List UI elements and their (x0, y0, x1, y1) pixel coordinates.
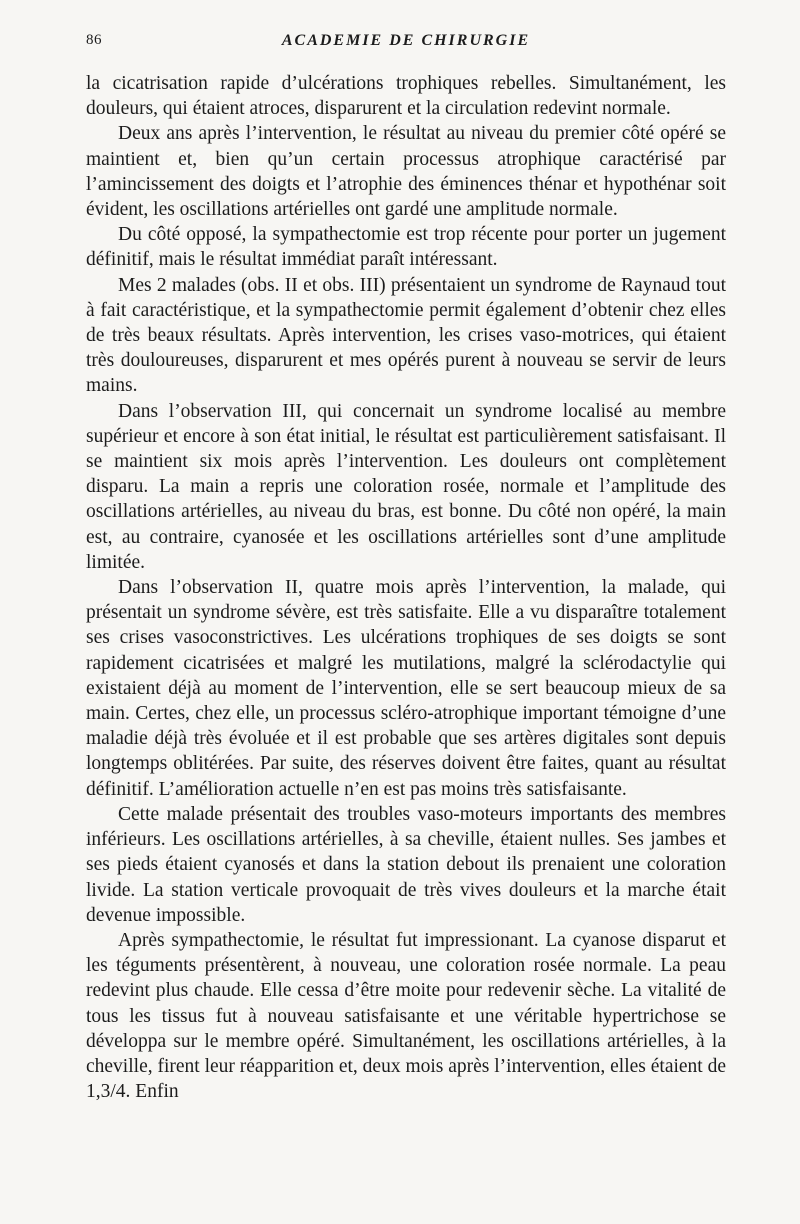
paragraph-6: Dans l’observation II, quatre mois après l’intervention, la malade, qui présentait un syndrome sévère, est très satisfaite. Elle a vu disparaître totalement ses crises vasoconstrictives. Les ulcérations trophiques de ses doigts se sont rapidement cicatrisées et malgré les mutilations, malgré la sclérodactylie qui existaient déjà au moment de l’intervention, elle se sert beaucoup mieux de sa main. Certes, chez elle, un processus scléro-atrophique important témoigne d’une maladie déjà très évoluée et il est probable que ses artères digitales sont depuis longtemps oblitérées. Par suite, des réserves doivent être faites, quant au résultat définitif. L’amélioration actuelle n’en est pas moins très satisfaisante. (86, 577, 726, 800)
body-text (86, 71, 726, 1104)
paragraph-5: Dans l’observation III, qui concernait un syndrome localisé au membre supérieur et encore à son état initial, le résultat est particulièrement satisfaisant. Il se maintient six mois après l’intervention. Les douleurs ont complètement disparu. La main a repris une coloration rosée, normale et l’amplitude des oscillations artérielles, au niveau du bras, est bonne. Du côté non opéré, la main est, au contraire, cyanosée et les oscillations artérielles sont d’une amplitude limitée. (86, 400, 726, 573)
paragraph-2: Deux ans après l’intervention, le résultat au niveau du premier côté opéré se maintient et, bien qu’un certain processus atrophique caractérisé par l’amincissement des doigts et l’atrophie des éminences thénar et hypothénar soit évident, les oscillations artérielles ont gardé une amplitude normale. (86, 123, 726, 221)
paragraph-7: Cette malade présentait des troubles vaso-moteurs importants des membres inférieurs. Les oscillations artérielles, à sa cheville, étaient nulles. Ses jambes et ses pieds étaient cyanosés et dans la station debout ils prenaient une coloration livide. La station verticale provoquait de très vives douleurs et la marche était devenue impossible. (86, 803, 726, 926)
running-title: ACADEMIE DE CHIRURGIE (281, 32, 531, 49)
paragraph-3: Du côté opposé, la sympathectomie est trop récente pour porter un jugement définitif, mais le résultat immédiat paraît intéressant. (86, 224, 726, 271)
page-header (86, 32, 726, 56)
paragraph-8: Après sympathectomie, le résultat fut impressionant. La cyanose disparut et les téguments présentèrent, à nouveau, une coloration rosée normale. La peau redevint plus chaude. Elle cessa d’être moite pour redevenir sèche. La vitalité de tous les tissus fut à nouveau satisfaisante et une véritable hypertrichose se développa sur le membre opéré. Simultanément, les oscillations artérielles, à la cheville, firent leur réapparition et, deux mois après l’intervention, elles étaient de 1,3/4. Enfin (86, 929, 727, 1103)
paragraph-4: Mes 2 malades (obs. II et obs. III) présentaient un syndrome de Raynaud tout à fait caractéristique, et la sympathectomie permit également d’obtenir chez elles de très beaux résultats. Après intervention, les crises vaso-motrices, qui étaient très douloureuses, disparurent et mes opérés purent à nouveau se servir de leurs mains. (86, 274, 726, 397)
paragraph-1: la cicatrisation rapide d’ulcérations trophiques rebelles. Simultanément, les douleurs, qui étaient atroces, disparurent et la circulation redevint normale. (86, 73, 726, 120)
page-number: 86 (86, 32, 102, 48)
